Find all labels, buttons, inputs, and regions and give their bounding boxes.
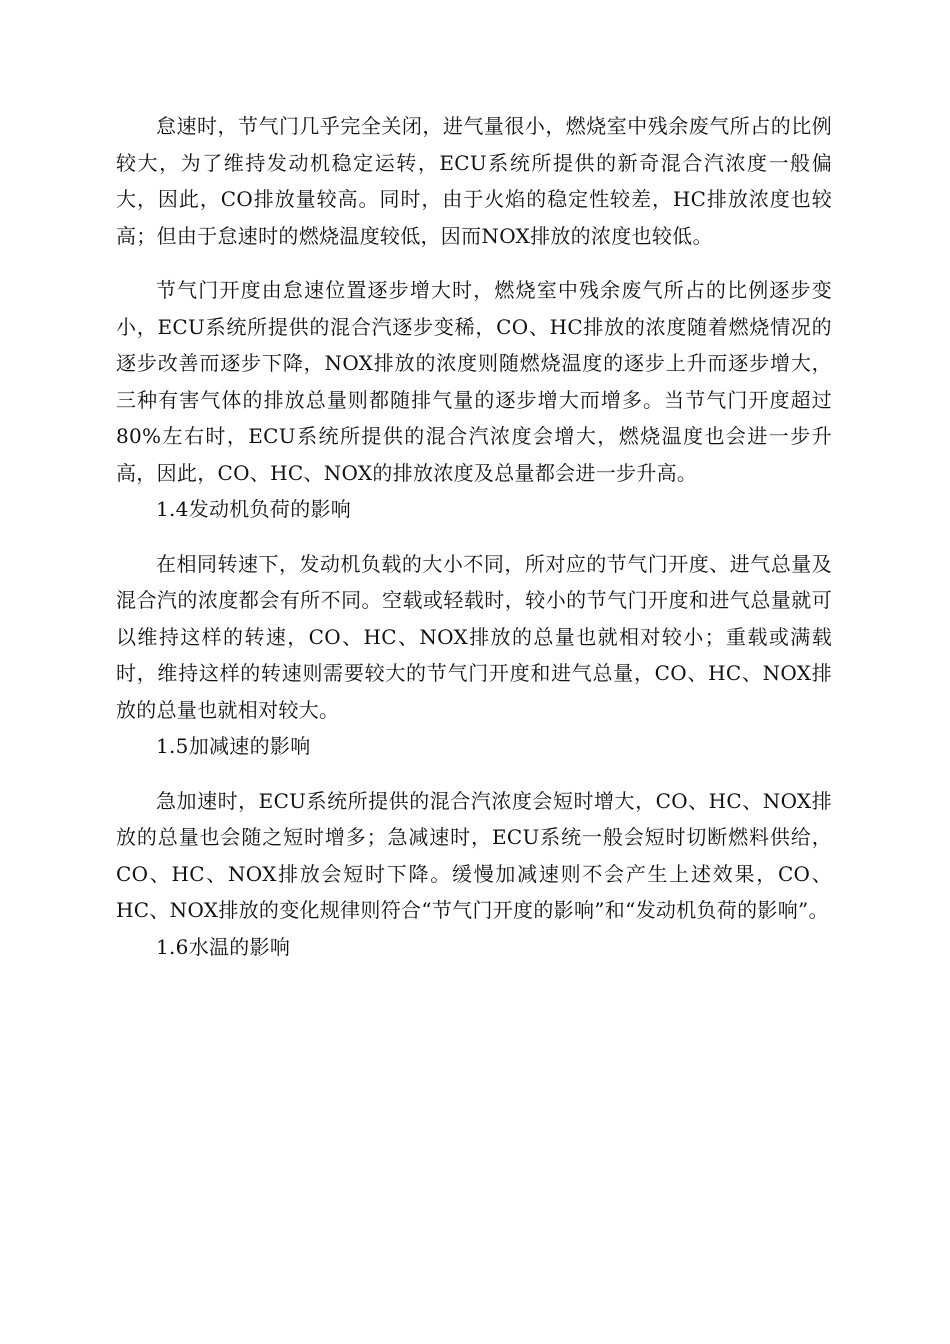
paragraph-idle-speed: 怠速时，节气门几乎完全关闭，进气量很小，燃烧室中残余废气所占的比例较大，为了维持发动机稳定运转，ECU系统所提供的新奇混合汽浓度一般偏大，因此，CO排放量较高。同时，由于火焰的稳定性较差，HC排放浓度也较高；但由于怠速时的燃烧温度较低，因而NOX排放的浓度也较低。	[116, 114, 832, 248]
paragraph-engine-load: 在相同转速下，发动机负载的大小不同，所对应的节气门开度、进气总量及混合汽的浓度都会有所不同。空载或轻载时，较小的节气门开度和进气总量就可以维持这样的转速，CO、HC、NOX排放的总量也就相对较小；重载或满载时，维持这样的转速则需要较大的节气门开度和进气总量，CO、HC、NOX排放的总量也就相对较大。	[116, 551, 832, 722]
section-heading-engine-load: 1.4发动机负荷的影响	[156, 497, 352, 521]
section-heading-acceleration: 1.5加减速的影响	[156, 734, 311, 758]
paragraph-throttle-opening: 节气门开度由怠速位置逐步增大时，燃烧室中残余废气所占的比例逐步变小，ECU系统所提供的混合汽逐步变稀，CO、HC排放的浓度随着燃烧情况的逐步改善而逐步下降，NOX排放的浓度则随燃烧温度的逐步上升而逐步增大，三种有害气体的排放总量则都随排气量的逐步增大而增多。当节气门开度超过80%左右时，ECU系统所提供的混合汽浓度会增大，燃烧温度也会进一步升高，因此，CO、HC、NOX的排放浓度及总量都会进一步升高。	[116, 278, 832, 485]
paragraph-acceleration: 急加速时，ECU系统所提供的混合汽浓度会短时增大，CO、HC、NOX排放的总量也会随之短时增多；急减速时，ECU系统一般会短时切断燃料供给，CO、HC、NOX排放会短时下降。缓慢加减速则不会产生上述效果，CO、HC、NOX排放的变化规律则符合“节气门开度的影响”和“发动机负荷的影响”。	[116, 788, 832, 922]
document-body	[116, 108, 832, 965]
section-heading-water-temperature: 1.6水温的影响	[156, 934, 291, 959]
